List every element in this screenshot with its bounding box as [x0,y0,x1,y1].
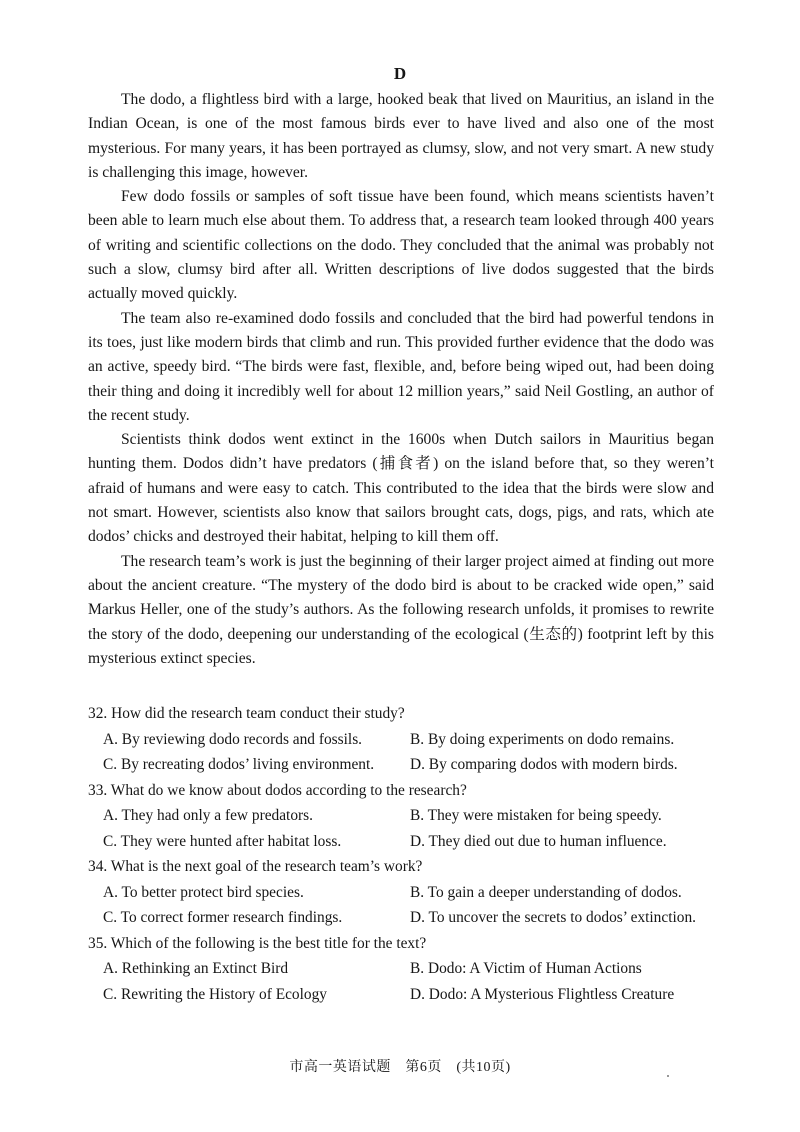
option-a: A. Rethinking an Extinct Bird [103,960,289,977]
option-b: B. To gain a deeper understanding of dodos. [410,883,682,901]
question-stem: 34. What is the next goal of the research team’s work? [88,858,423,875]
passage-paragraph-2: Few dodo fossils or samples of soft tissue have been found, which means scientists haven’t been able to learn much else about them. To address that, a research team looked through 400 years of writing and scientific collections on the dodo. They concluded that the animal was probably not such a slow, clumsy bird after all. Written descriptions of live dodos suggested that the birds actually moved quickly. [88,188,714,303]
scan-speck [667,1075,669,1077]
option-d: D. They died out due to human influence. [410,832,667,850]
question-stem: 32. How did the research team conduct their study? [88,705,405,722]
option-d: D. By comparing dodos with modern birds. [410,756,678,773]
question-34 [88,854,728,931]
passage-paragraph-4: Scientists think dodos went extinct in the 1600s when Dutch sailors in Mauritius began hunting them. Dodos didn’t have predators (捕食者) on the island before that, so they weren’t afraid of humans and were easy to catch. This contributed to the idea that the birds were slow and not smart. However, scientists also know that sailors brought cats, dogs, pigs, and rats, which ate dodos’ chicks and destroyed their habitat, helping to kill them off. [88,431,714,546]
question-33 [88,778,728,855]
question-35 [88,931,728,1008]
option-a: A. By reviewing dodo records and fossils. [103,730,363,748]
passage-paragraph-1: The dodo, a flightless bird with a large, hooked beak that lived on Mauritius, an island in the Indian Ocean, is one of the most famous birds ever to have lived and also one of the most mysterious. For many years, it has been portrayed as clumsy, slow, and not very smart. A new study is challenging this image, however. [88,91,714,181]
option-a: A. They had only a few predators. [103,807,313,824]
option-c: C. To correct former research findings. [103,909,343,926]
option-c: C. Rewriting the History of Ecology [103,985,327,1003]
option-a: A. To better protect bird species. [103,883,304,901]
option-d: D. Dodo: A Mysterious Flightless Creature [410,985,675,1003]
question-stem: 35. Which of the following is the best title for the text? [88,934,427,952]
option-b: B. Dodo: A Victim of Human Actions [410,960,642,977]
section-letter: D [393,64,407,83]
reading-passage [88,88,714,671]
option-c: C. They were hunted after habitat loss. [103,832,342,850]
page-footer: 市高一英语试题 第6页 (共10页) [289,1060,511,1075]
option-d: D. To uncover the secrets to dodos’ extinction. [410,909,697,926]
question-32 [88,701,728,778]
passage-paragraph-5: The research team’s work is just the beginning of their larger project aimed at finding out more about the ancient creature. “The mystery of the dodo bird is about to be cracked wide open,” said Markus Heller, one of the study’s authors. As the following research unfolds, it promises to rewrite the story of the dodo, deepening our understanding of the ecological (生态的) footprint left by this mysterious extinct species. [88,552,714,667]
question-list [88,701,728,1007]
option-b: B. By doing experiments on dodo remains. [410,730,675,748]
option-b: B. They were mistaken for being speedy. [410,807,662,824]
passage-paragraph-3: The team also re-examined dodo fossils and concluded that the bird had powerful tendons in its toes, just like modern birds that climb and run. This provided further evidence that the dodo was an active, speedy bird. “The birds were fast, flexible, and, before being wiped out, had been doing their thing and doing it incredibly well for about 12 million years,” said Neil Gostling, an author of the recent study. [88,309,714,424]
option-c: C. By recreating dodos’ living environment. [103,756,375,773]
question-stem: 33. What do we know about dodos according to the research? [88,781,467,799]
